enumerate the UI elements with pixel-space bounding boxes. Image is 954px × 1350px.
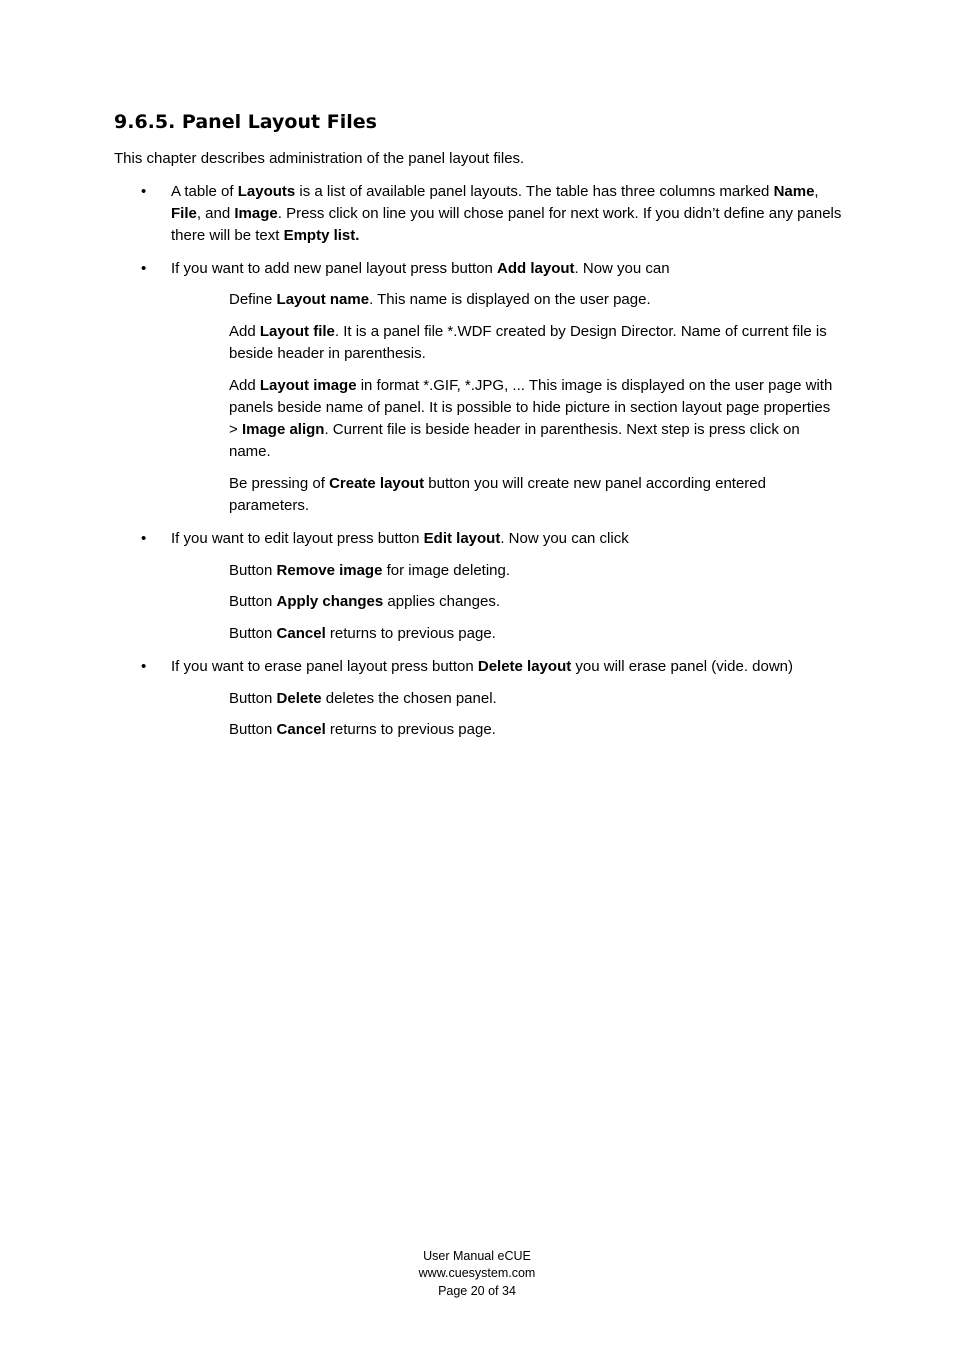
bullet-layouts-table: A table of Layouts is a list of available panel layouts. The table has three columns marked Name, File, and Image. Press click on line you will chose panel for next work. If you didn’t define any panels there will be text Empty list. [171, 183, 842, 244]
add-layout-step-image: Add Layout image in format *.GIF, *.JPG, ... This image is displayed on the user page with panels beside name of panel. It is possible to hide picture in section layout page properties > Image align. Current file is beside header in parenthesis. Next step is press click on name. [229, 377, 833, 460]
edit-layout-apply-changes: Button Apply changes applies changes. [229, 593, 500, 610]
delete-layout-cancel: Button Cancel returns to previous page. [229, 721, 496, 738]
add-layout-step-file: Add Layout file. It is a panel file *.WDF created by Design Director. Name of current file is beside header in parenthesis. [229, 323, 827, 362]
bullet-add-layout: If you want to add new panel layout press button Add layout. Now you can [171, 260, 670, 277]
edit-layout-remove-image: Button Remove image for image deleting. [229, 562, 511, 579]
bullet-marker: • [141, 658, 147, 675]
add-layout-step-create: Be pressing of Create layout button you will create new panel according entered parameters. [229, 475, 766, 514]
intro-paragraph: This chapter describes administration of the panel layout files. [114, 150, 525, 167]
footer-page-number: Page 20 of 34 [438, 1284, 516, 1298]
section-heading: 9.6.5. Panel Layout Files [114, 111, 377, 133]
bullet-edit-layout: If you want to edit layout press button Edit layout. Now you can click [171, 530, 629, 547]
add-layout-step-name: Define Layout name. This name is displayed on the user page. [229, 291, 651, 308]
bullet-delete-layout: If you want to erase panel layout press button Delete layout you will erase panel (vide. down) [171, 658, 794, 675]
bullet-marker: • [141, 260, 147, 277]
bullet-marker: • [141, 530, 147, 547]
footer-manual-title: User Manual eCUE [423, 1249, 531, 1263]
bullet-marker: • [141, 183, 147, 200]
footer-website: www.cuesystem.com [418, 1266, 536, 1280]
delete-layout-delete: Button Delete deletes the chosen panel. [229, 690, 497, 707]
edit-layout-cancel: Button Cancel returns to previous page. [229, 625, 496, 642]
